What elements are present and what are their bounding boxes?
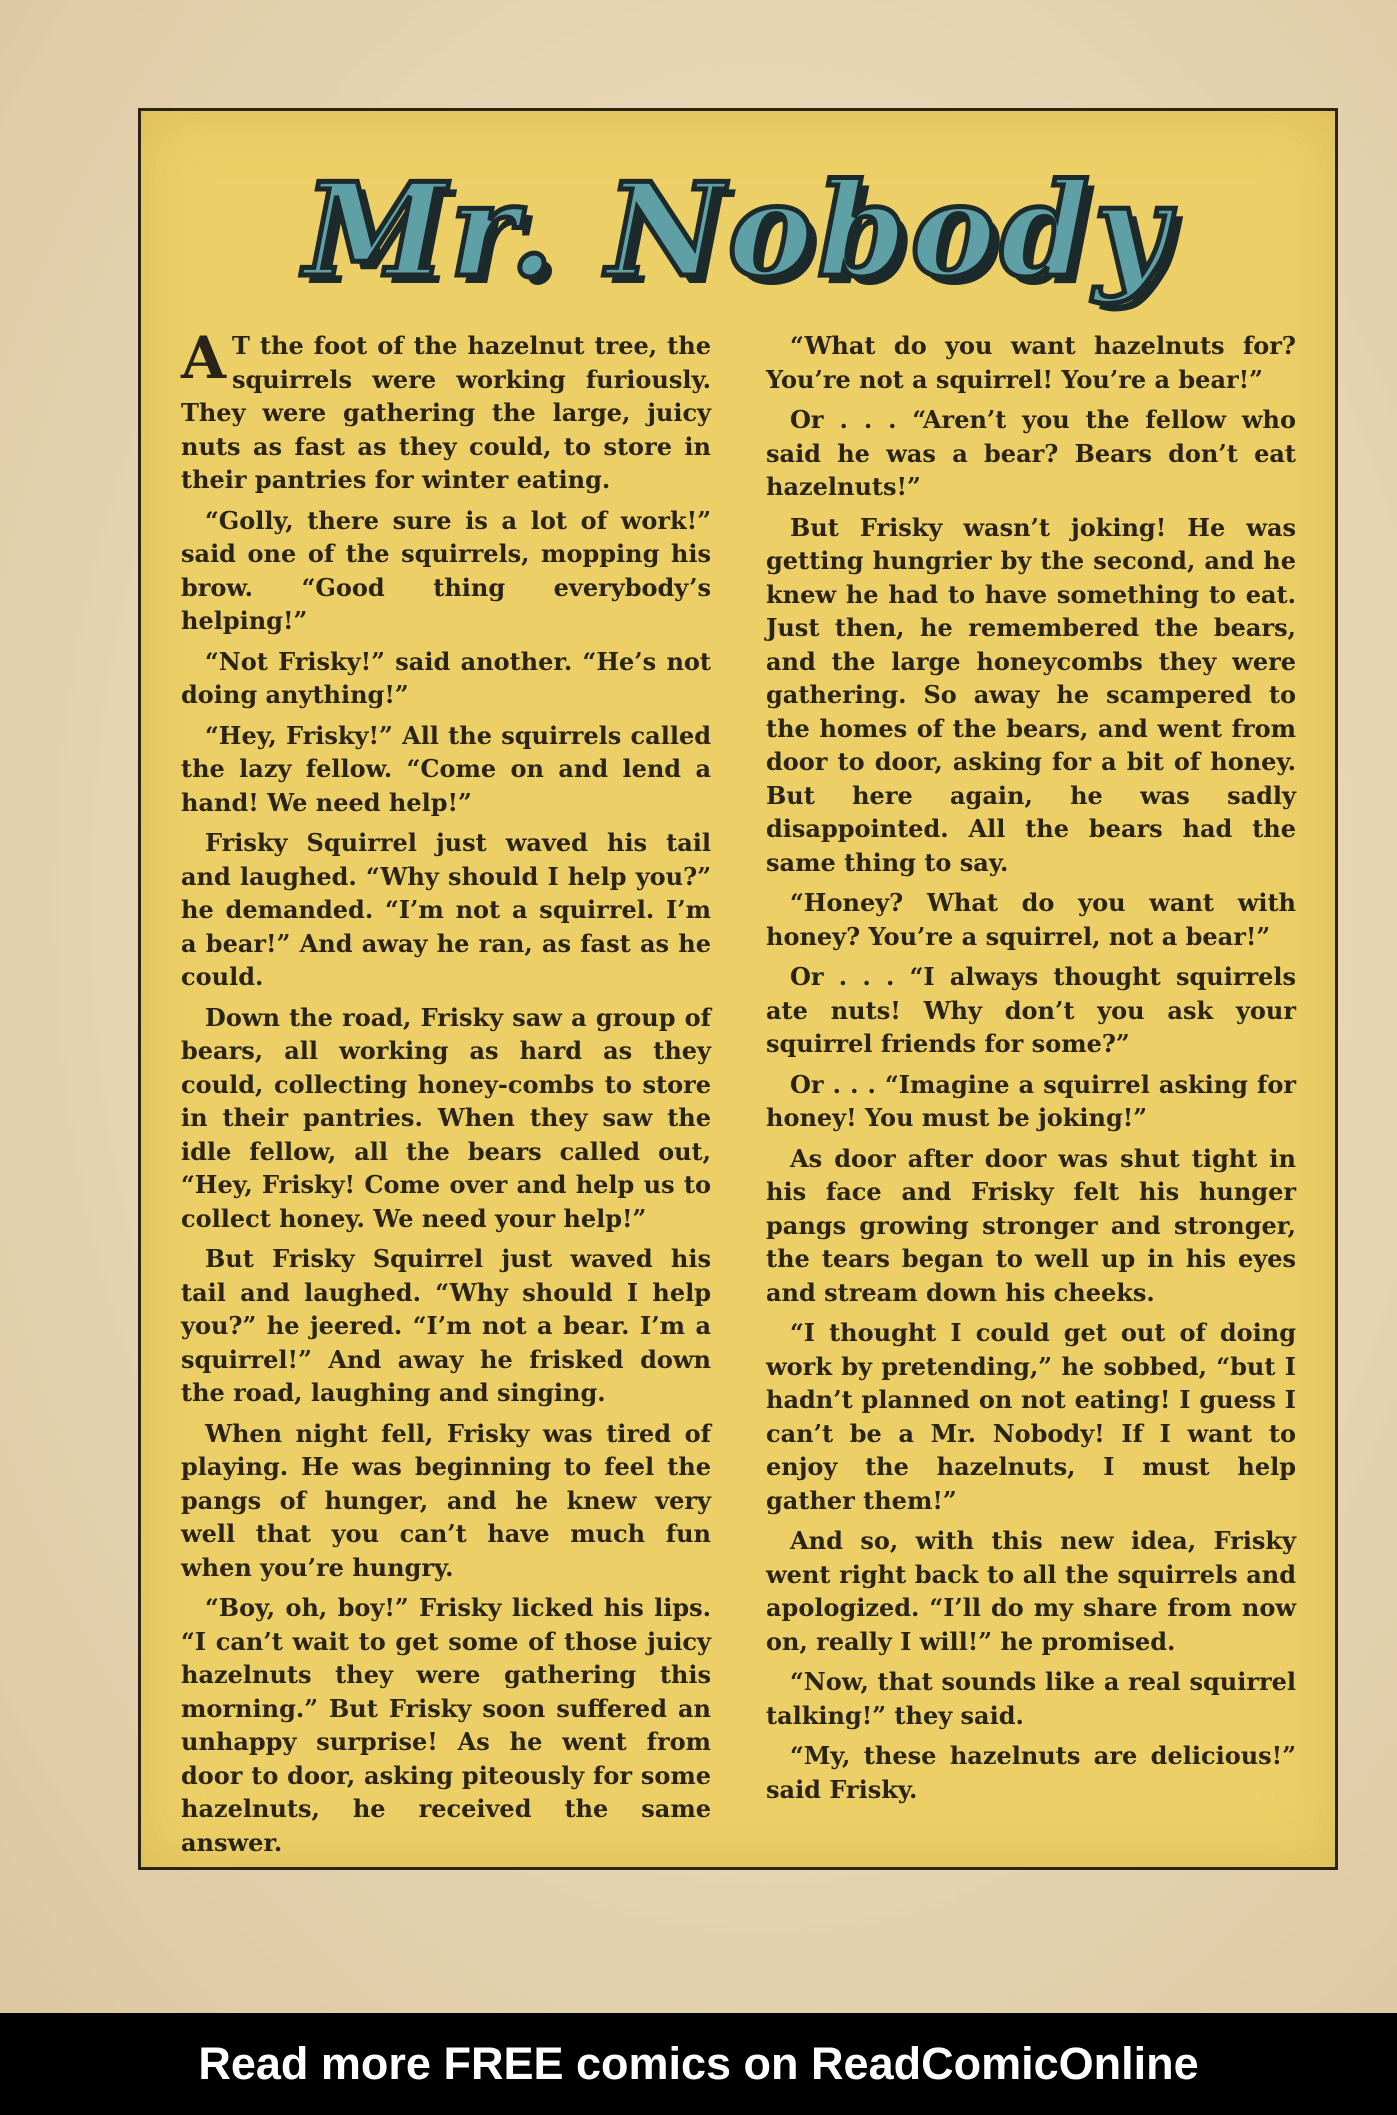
promo-banner[interactable] [0,2013,1397,2115]
story-paragraph-text: T the foot of the hazelnut tree, the squirrels were working furiously. They were gathering the large, juicy nuts as fast as they could, to store in their pantries for winter eating. [181,331,711,494]
story-paragraph: Or . . . “I always thought squirrels ate nuts! Why don’t you ask your squirrel friends for some?” [766,962,1296,1058]
promo-banner-text[interactable]: Read more FREE comics on ReadComicOnline [198,2038,1199,2089]
story-paragraph: “Honey? What do you want with honey? You’re a squirrel, not a bear!” [766,888,1296,951]
story-column-left [181,324,711,1866]
story-paragraph: “What do you want hazelnuts for? You’re not a squirrel! You’re a bear!” [766,331,1296,394]
story-paragraph: Frisky Squirrel just waved his tail and laughed. “Why should I help you?” he demanded. “I’m not a squirrel. I’m a bear!” And away he ran, as fast as he could. [181,828,711,991]
story-column-right [766,329,1296,1813]
story-paragraph: Or . . . “Imagine a squirrel asking for honey! You must be joking!” [766,1069,1296,1132]
story-paragraph: “Golly, there sure is a lot of work!” said one of the squirrels, mopping his brow. “Good thing everybody’s helping!” [181,505,711,635]
story-paragraph [181,324,711,497]
story-paragraph: “I thought I could get out of doing work by pretending,” he sobbed, “but I hadn’t planned on not eating! I guess I can’t be a Mr. Nobody! If I want to enjoy the hazelnuts, I must help gather them!” [766,1318,1296,1515]
story-paragraph: “Now, that sounds like a real squirrel talking!” they said. [766,1667,1296,1730]
story-paragraph: Or . . . “Aren’t you the fellow who said he was a bear? Bears don’t eat hazelnuts!” [766,405,1296,501]
story-paragraph: As door after door was shut tight in his face and Frisky felt his hunger pangs growing stronger and stronger, the tears began to well up in his eyes and stream down his cheeks. [766,1143,1296,1307]
story-panel [138,108,1338,1870]
story-paragraph: “Not Frisky!” said another. “He’s not doing anything!” [181,646,711,709]
story-paragraph: But Frisky Squirrel just waved his tail and laughed. “Why should I help you?” he jeered. “I’m not a bear. I’m a squirrel!” And away he frisked down the road, laughing and singing. [181,1244,711,1407]
story-paragraph: “Boy, oh, boy!” Frisky licked his lips. “I can’t wait to get some of those juicy hazelnuts they were gathering this morning.” But Frisky soon suffered an unhappy surprise! As he went from door to door, asking piteously for some hazelnuts, he received the same answer. [181,1593,711,1857]
story-title: Mr. Nobody [304,156,1172,306]
story-paragraph: Down the road, Frisky saw a group of bears, all working as hard as they could, collecting honey-combs to store in their pantries. When they saw the idle fellow, all the bears called out, “Hey, Frisky! Come over and help us to collect honey. We need your help!” [181,1002,711,1233]
story-paragraph: When night fell, Frisky was tired of playing. He was beginning to feel the pangs of hunger, and he knew very well that you can’t have much fun when you’re hungry. [181,1418,711,1582]
story-paragraph: But Frisky wasn’t joking! He was getting hungrier by the second, and he knew he had to have something to eat. Just then, he remembered the bears, and the large honeycombs they were gathering. So away he scampered to the homes of the bears, and went from door to door, asking for a bit of honey. But here again, he was sadly disappointed. All the bears had the same thing to say. [766,512,1296,877]
story-paragraph: And so, with this new idea, Frisky went right back to all the squirrels and apologized. “I’ll do my share from now on, really I will!” he promised. [766,1526,1296,1656]
story-paragraph: “Hey, Frisky!” All the squirrels called the lazy fellow. “Come on and lend a hand! We need help!” [181,720,711,817]
drop-cap: A [181,324,227,392]
story-paragraph: “My, these hazelnuts are delicious!” said Frisky. [766,1741,1296,1804]
